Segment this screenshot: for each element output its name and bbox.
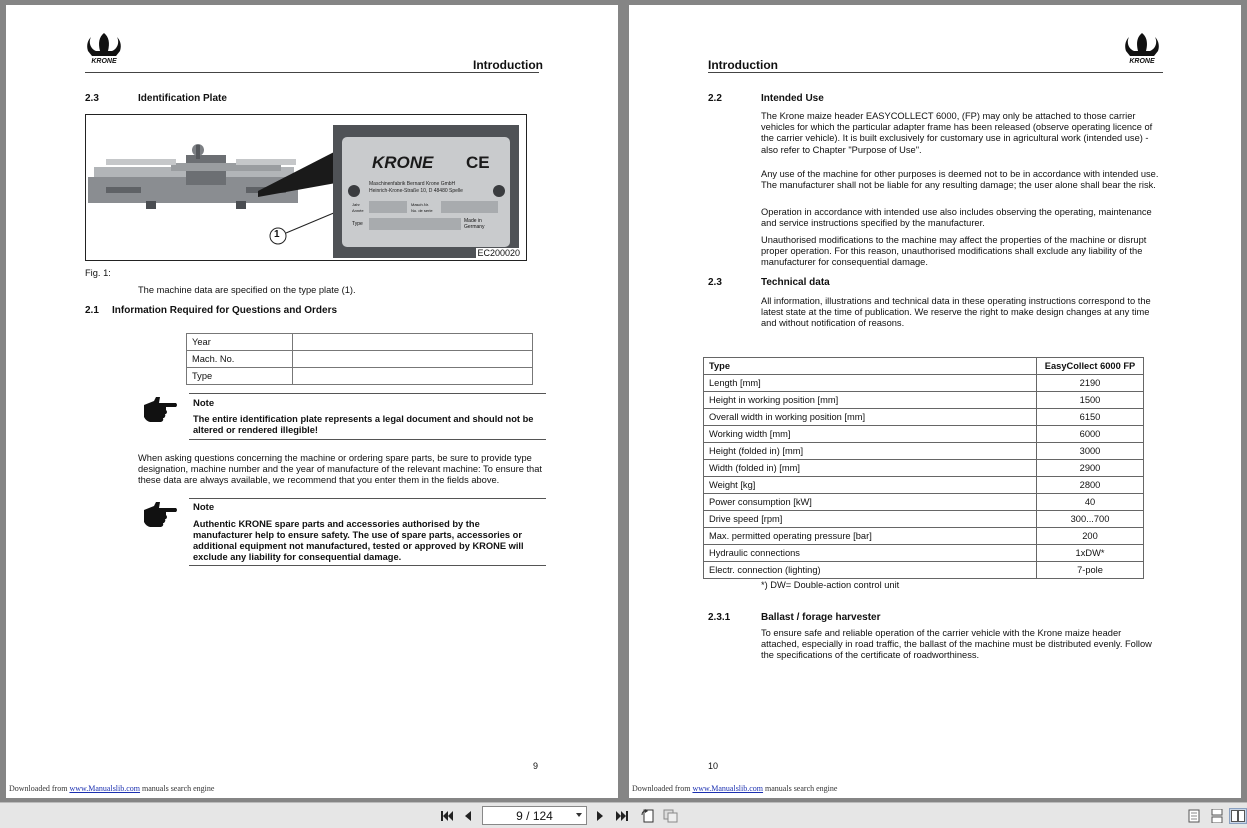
section-title: Technical data <box>761 277 830 288</box>
table-input-cell[interactable] <box>293 334 533 351</box>
note-bottom-rule <box>189 565 546 566</box>
section-number: 2.1 <box>85 305 99 316</box>
single-page-icon[interactable] <box>1185 808 1203 824</box>
note-text: Authentic KRONE spare parts and accessories authorised by the manufacturer help to ensure safety. The use of spare parts, accessories or additional equipment not manufactured, tested or approved by KRONE will exclude any liability for consequential damage. <box>193 519 524 562</box>
table-cell: Year <box>187 334 293 351</box>
table-row <box>704 528 1144 545</box>
table-cell-key: Drive speed [rpm] <box>704 511 1037 528</box>
krone-logo <box>85 29 123 69</box>
continuous-icon[interactable] <box>1208 808 1226 824</box>
table-cell-value: 40 <box>1037 494 1144 511</box>
table-row <box>704 477 1144 494</box>
note-bottom-rule <box>189 439 546 440</box>
footer-prefix: Downloaded from <box>9 784 68 793</box>
first-page-icon[interactable] <box>438 808 456 824</box>
section-number: 2.3.1 <box>708 612 731 623</box>
header-rule <box>708 72 1163 73</box>
column-header: EasyCollect 6000 FP <box>1037 358 1144 375</box>
figure-callout-number: 1 <box>274 229 280 240</box>
dropdown-arrow-icon <box>576 813 582 817</box>
figure-description: The machine data are specified on the type plate (1). <box>138 285 356 295</box>
table-input-cell[interactable] <box>293 368 533 385</box>
table-cell-value: 1xDW* <box>1037 545 1144 562</box>
pointing-hand-icon <box>142 395 178 428</box>
copy-icon[interactable] <box>662 808 680 824</box>
manualslib-link[interactable]: www.Manualslib.com <box>692 784 764 793</box>
section-title: Information Required for Questions and Orders <box>112 305 338 316</box>
column-header: Type <box>704 358 1037 375</box>
header-title: Introduction <box>473 58 543 72</box>
viewer-toolbar <box>0 802 1247 828</box>
krone-logo <box>1123 29 1161 69</box>
table-row <box>704 409 1144 426</box>
table-cell-value: 7-pole <box>1037 562 1144 579</box>
table-cell-value: 2900 <box>1037 460 1144 477</box>
logo-wordmark: KRONE <box>91 58 117 65</box>
table-cell-value: 200 <box>1037 528 1144 545</box>
paragraph: When asking questions concerning the machine or ordering spare parts, be sure to provide type designation, machine number and the year of manufacture of the relevant machine: To ensure that these data are always available, we recommend that you enter them in the fields above. <box>138 453 542 486</box>
table-cell-key: Height in working position [mm] <box>704 392 1037 409</box>
table-row <box>704 375 1144 392</box>
footer <box>632 784 837 793</box>
table-input-cell[interactable] <box>293 351 533 368</box>
identification-plate-figure <box>85 114 527 261</box>
section-title: Identification Plate <box>138 93 227 104</box>
note-top-rule <box>189 498 546 499</box>
table-cell-key: Height (folded in) [mm] <box>704 443 1037 460</box>
plate-made: Made in <box>464 218 482 224</box>
table-row <box>704 392 1144 409</box>
section-title: Ballast / forage harvester <box>761 612 881 623</box>
paragraph: All information, illustrations and technical data in these operating instructions correspond to the latest state at the time of publication. We reserve the right to make design changes at any time and without notification of reasons. <box>761 296 1151 329</box>
page-number-selector[interactable] <box>482 806 587 825</box>
footer-suffix: manuals search engine <box>142 784 215 793</box>
footer-prefix: Downloaded from <box>632 784 691 793</box>
rotate-icon[interactable] <box>639 808 657 824</box>
section-number: 2.3 <box>708 277 722 288</box>
logo-wordmark: KRONE <box>1129 58 1155 65</box>
table-cell-value: 300...700 <box>1037 511 1144 528</box>
footer <box>9 784 214 793</box>
page-9 <box>6 5 618 798</box>
table-cell-key: Weight [kg] <box>704 477 1037 494</box>
table-row <box>187 334 533 351</box>
table-row <box>704 511 1144 528</box>
page-10 <box>629 5 1241 798</box>
table-row <box>187 368 533 385</box>
table-row <box>704 426 1144 443</box>
info-table <box>186 333 533 385</box>
table-row <box>704 545 1144 562</box>
table-cell-value: 6000 <box>1037 426 1144 443</box>
note-top-rule <box>189 393 546 394</box>
plate-line-2: Heinrich-Krone-Straße 10, D 48480 Spelle <box>369 188 463 194</box>
table-cell-value: 6150 <box>1037 409 1144 426</box>
table-cell-key: Length [mm] <box>704 375 1037 392</box>
technical-data-rows <box>704 375 1144 579</box>
technical-data-table <box>703 357 1144 579</box>
note-title: Note <box>193 398 215 409</box>
paragraph: Any use of the machine for other purposes is deemed not to be in accordance with intended use. The manufacturer shall not be liable for any resulting damage; the user alone shall bear the risk. <box>761 169 1159 191</box>
header-title: Introduction <box>708 58 778 72</box>
plate-masch: Masch.Nr. <box>411 202 430 207</box>
table-cell-key: Working width [mm] <box>704 426 1037 443</box>
table-cell-key: Width (folded in) [mm] <box>704 460 1037 477</box>
note-title: Note <box>193 502 215 513</box>
table-cell-value: 2190 <box>1037 375 1144 392</box>
table-cell-key: Hydraulic connections <box>704 545 1037 562</box>
table-row <box>704 562 1144 579</box>
table-cell-value: 2800 <box>1037 477 1144 494</box>
table-row <box>704 460 1144 477</box>
plate-annee: Année <box>352 208 364 213</box>
table-row <box>704 443 1144 460</box>
page-indicator: 9 / 124 <box>516 808 553 823</box>
table-cell: Type <box>187 368 293 385</box>
table-cell-value: 3000 <box>1037 443 1144 460</box>
table-cell: Mach. No. <box>187 351 293 368</box>
table-row <box>704 494 1144 511</box>
paragraph: Operation in accordance with intended use also includes observing the operating, maintenance and service instructions specified by the manufacturer. <box>761 207 1152 229</box>
plate-type: Type <box>352 221 363 227</box>
table-cell-value: 1500 <box>1037 392 1144 409</box>
plate-germany: Germany <box>464 224 485 230</box>
table-footnote: *) DW= Double-action control unit <box>761 580 900 590</box>
table-cell-key: Electr. connection (lighting) <box>704 562 1037 579</box>
table-cell-key: Overall width in working position [mm] <box>704 409 1037 426</box>
table-cell-key: Power consumption [kW] <box>704 494 1037 511</box>
pointing-hand-icon <box>142 500 178 533</box>
plate-jahr: Jahr <box>352 202 360 207</box>
page-number: 10 <box>708 761 719 771</box>
manualslib-link[interactable]: www.Manualslib.com <box>69 784 141 793</box>
figure-caption: Fig. 1: <box>85 268 111 278</box>
section-title: Intended Use <box>761 93 824 104</box>
header-rule <box>85 72 539 73</box>
plate-line-1: Maschinenfabrik Bernard Krone GmbH <box>369 181 456 187</box>
figure-code: EC200020 <box>477 248 520 258</box>
note-text: The entire identification plate represents a legal document and should not be altered or rendered illegible! <box>193 414 534 435</box>
section-number: 2.3 <box>85 93 99 104</box>
last-page-icon[interactable] <box>613 808 631 824</box>
paragraph: To ensure safe and reliable operation of the carrier vehicle with the Krone maize header attached, especially in road traffic, the ballast of the machine must be distributed evenly. Follow the specifications of the certificate of roadworthiness. <box>761 628 1152 661</box>
plate-brand: KRONE <box>372 153 434 172</box>
plate-serie: No. de serie <box>411 208 433 213</box>
table-row <box>187 351 533 368</box>
table-header-row <box>704 358 1144 375</box>
paragraph: The Krone maize header EASYCOLLECT 6000, (FP) may only be attached to those carrier vehicles for which the particular adapter frame has been released (observe operating licence of the carrier vehicle). It is built exclusively for customary use in agricultural work (intended use) - also refer to Chapter "Purpose of Use". <box>761 111 1153 155</box>
footer-suffix: manuals search engine <box>765 784 838 793</box>
paragraph: Unauthorised modifications to the machine may affect the properties of the machine or disrupt proper operation. For this reason, unauthorised modifications shall exclude any liability of the manufacturer for consequential damage. <box>761 235 1147 268</box>
section-number: 2.2 <box>708 93 722 104</box>
page-number: 9 <box>533 761 539 771</box>
next-page-icon[interactable] <box>591 808 609 824</box>
two-page-icon[interactable] <box>1229 808 1247 824</box>
table-cell-key: Max. permitted operating pressure [bar] <box>704 528 1037 545</box>
plate-ce-mark: CE <box>466 153 490 172</box>
prev-page-icon[interactable] <box>459 808 477 824</box>
